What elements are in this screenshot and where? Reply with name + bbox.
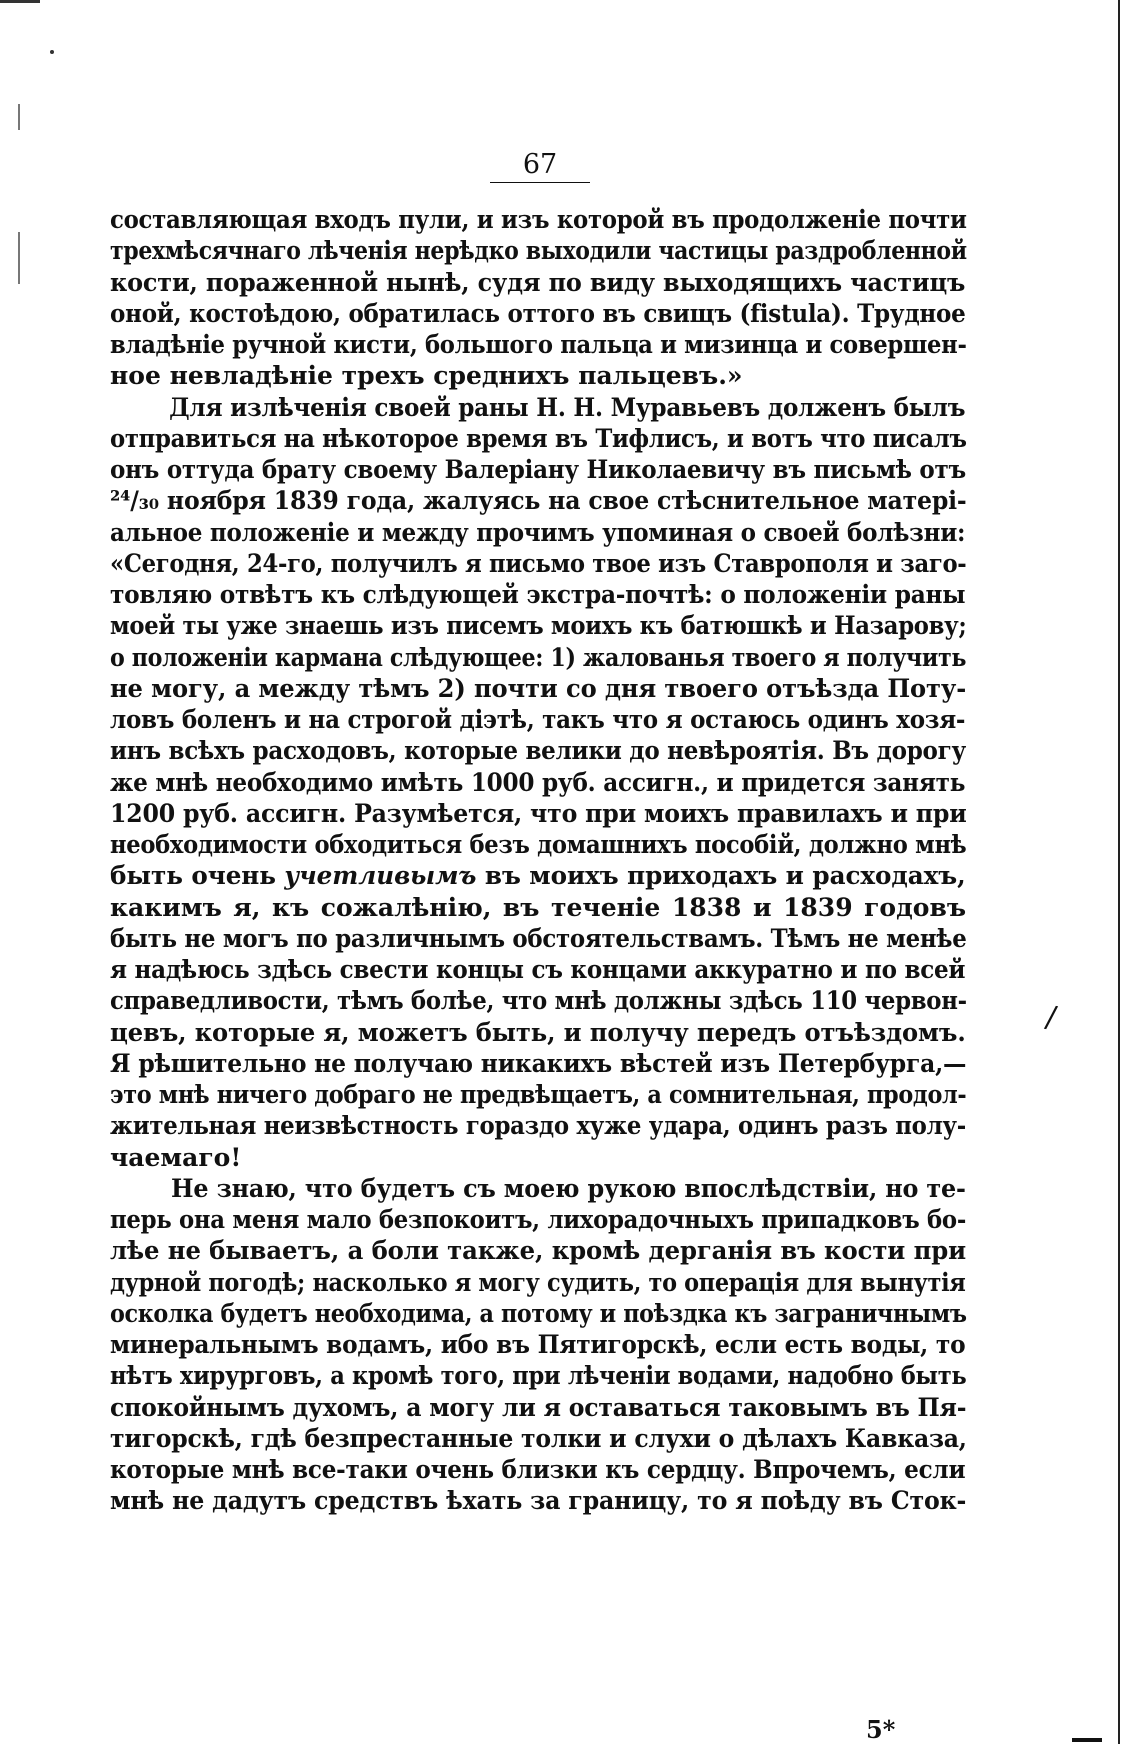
text-line: Для излѣченія своей раны Н. Н. Муравьевъ долженъ былъ bbox=[169, 392, 966, 422]
text-line: минеральнымъ водамъ, ибо въ Пятигорскѣ, если есть воды, то bbox=[110, 1330, 966, 1359]
italic-word: учетливымъ bbox=[284, 861, 477, 891]
text-line: Не знаю, что будетъ съ моею рукою впослѣдствіи, но те- bbox=[171, 1173, 966, 1203]
text-line: которые мнѣ все-таки очень близки къ сердцу. Впрочемъ, если bbox=[110, 1455, 966, 1484]
text-line: это мнѣ ничего добраго не предвѣщаетъ, а сомнительная, продол- bbox=[110, 1080, 967, 1109]
text-line: «Сегодня, 24-го, получилъ я письмо твое изъ Ставрополя и заго- bbox=[110, 548, 967, 578]
text-line: трехмѣсячнаго лѣченія нерѣдко выходили частицы раздробленной bbox=[110, 236, 967, 266]
text-line: необходимости обходиться безъ домашнихъ пособій, должно мнѣ bbox=[110, 830, 967, 859]
scan-margin-mark bbox=[18, 232, 20, 284]
text-line: моей ты уже знаешь изъ писемъ моихъ къ батюшкѣ и Назарову; bbox=[110, 611, 967, 641]
text-line: быть не могъ по различнымъ обстоятельствамъ. Тѣмъ не менѣе bbox=[110, 923, 967, 953]
text-line: какимъ я, къ сожалѣнію, въ теченіе 1838 и 1839 годовъ bbox=[110, 892, 966, 922]
text-line: о положеніи кармана слѣдующее: 1) жалованья твоего я получить bbox=[110, 642, 967, 672]
scan-margin-mark bbox=[18, 104, 20, 130]
text-line: составляющая входъ пули, и изъ которой въ продолженіе почти bbox=[110, 205, 967, 234]
text-line: 1200 руб. ассигн. Разумѣется, что при моихъ правилахъ и при bbox=[110, 798, 967, 828]
text-line: не могу, а между тѣмъ 2) почти со дня твоего отъѣзда Поту- bbox=[110, 673, 967, 703]
scan-page-border bbox=[1118, 0, 1120, 1744]
text-line: справедливости, тѣмъ болѣе, что мнѣ должны здѣсь 110 червон- bbox=[110, 986, 967, 1016]
text-line: ловъ боленъ и на строгой діэтѣ, такъ что я остаюсь одинъ хозя- bbox=[110, 705, 966, 734]
text-line: владѣніе ручной кисти, большого пальца и мизинца и совершен- bbox=[110, 330, 967, 359]
scan-edge-mark bbox=[0, 0, 40, 3]
text-line: мнѣ не дадутъ средствъ ѣхать за границу, то я поѣду въ Сток- bbox=[110, 1486, 967, 1516]
text-line: нѣтъ хирурговъ, а кромѣ того, при лѣченіи водами, надобно быть bbox=[110, 1361, 967, 1391]
text-line: онъ оттуда брату своему Валеріану Николаевичу въ письмѣ отъ bbox=[110, 455, 966, 484]
text-line: же мнѣ необходимо имѣть 1000 руб. ассигн., и придется занять bbox=[110, 767, 966, 797]
text-line: спокойнымъ духомъ, а могу ли я оставаться таковымъ въ Пя- bbox=[110, 1392, 967, 1422]
text-line: товляю отвѣтъ къ слѣдующей экстра-почтѣ: о положеніи раны bbox=[110, 580, 966, 609]
text-line: осколка будетъ необходима, а потому и поѣздка къ заграничнымъ bbox=[110, 1298, 967, 1328]
text-line: жительная неизвѣстность гораздо хуже удара, одинъ разъ полу- bbox=[110, 1111, 966, 1141]
scan-edge-dash bbox=[1072, 1738, 1102, 1742]
text-line: оной, костоѣдою, обратилась оттого въ свищъ (fistula). Трудное bbox=[110, 298, 966, 328]
text-line: ное невладѣніе трехъ среднихъ пальцевъ.» bbox=[110, 361, 743, 391]
page-body-text bbox=[110, 204, 966, 1517]
text-line: я надѣюсь здѣсь свести концы съ концами аккуратно и по всей bbox=[110, 955, 966, 984]
scan-speck bbox=[50, 50, 54, 54]
text-line: быть очень учетливымъ въ моихъ приходахъ и расходахъ, bbox=[110, 861, 966, 891]
page-number: 67 bbox=[490, 150, 590, 183]
text-line: инъ всѣхъ расходовъ, которые велики до невѣроятія. Въ дорогу bbox=[110, 736, 966, 766]
text-line: ²⁴/₃₀ ноября 1839 года, жалуясь на свое стѣснительное матері- bbox=[110, 486, 967, 516]
text-line: альное положеніе и между прочимъ упоминая о своей болѣзни: bbox=[110, 517, 966, 547]
text-line: Я рѣшительно не получаю никакихъ вѣстей изъ Петербурга,— bbox=[110, 1048, 967, 1078]
text-line: кости, пораженной нынѣ, судя по виду выходящихъ частицъ bbox=[110, 267, 966, 297]
signature-mark: 5* bbox=[866, 1715, 896, 1744]
text-line: тигорскѣ, гдѣ безпрестанные толки и слухи о дѣлахъ Кавказа, bbox=[110, 1423, 967, 1453]
margin-pencil-mark: / bbox=[1043, 999, 1060, 1036]
text-line: цевъ, которые я, можетъ быть, и получу передъ отъѣздомъ. bbox=[110, 1017, 966, 1047]
text-line: дурной погодѣ; насколько я могу судить, то операція для вынутія bbox=[110, 1267, 966, 1297]
text-line: перь она меня мало безпокоитъ, лихорадочныхъ припадковъ бо- bbox=[110, 1205, 966, 1234]
text-line: лѣе не бываетъ, а боли также, кромѣ дерганія въ кости при bbox=[110, 1236, 967, 1266]
text-line: чаемаго! bbox=[110, 1142, 242, 1172]
text-line: отправиться на нѣкоторое время въ Тифлисъ, и вотъ что писалъ bbox=[110, 423, 967, 453]
